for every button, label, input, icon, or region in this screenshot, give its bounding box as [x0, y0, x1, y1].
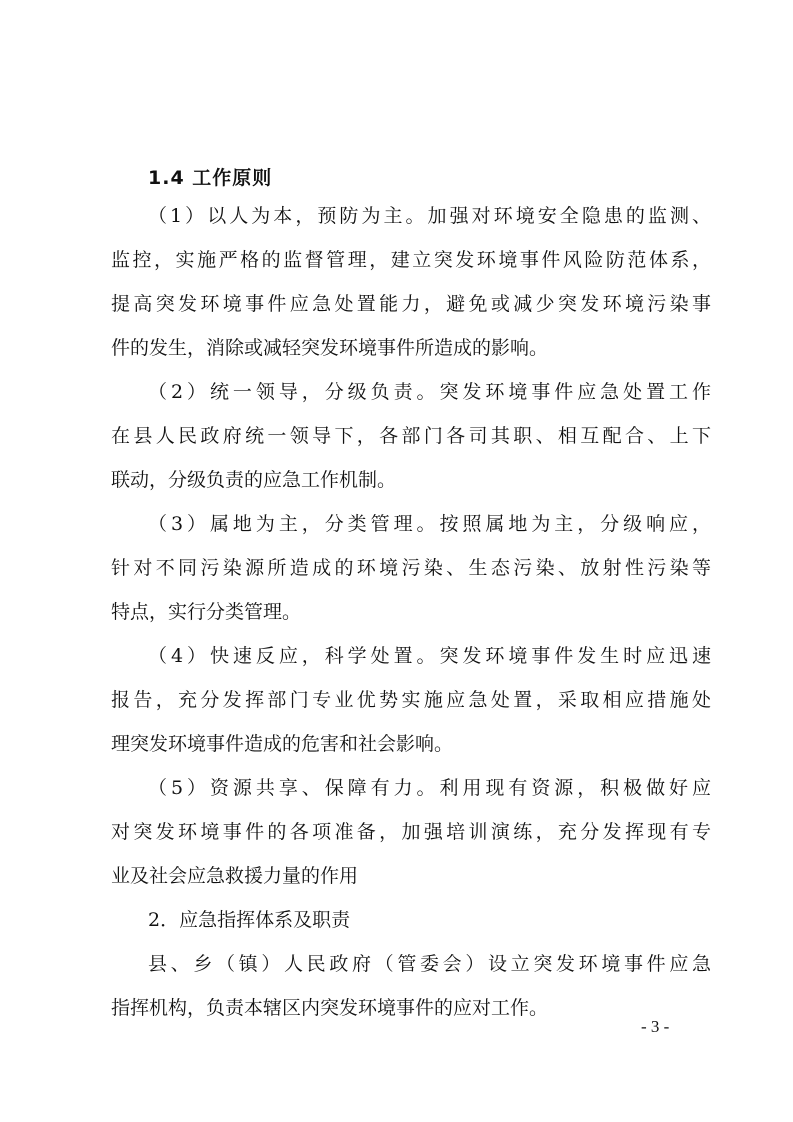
paragraph-line: 报告，充分发挥部门专业优势实施应急处置，采取相应措施处 — [111, 689, 711, 711]
paragraph-line: 针对不同污染源所造成的环境污染、生态污染、放射性污染等 — [111, 557, 711, 579]
paragraph-line: 在县人民政府统一领导下，各部门各司其职、相互配合、上下 — [111, 425, 711, 447]
paragraph-line: 县、乡（镇）人民政府（管委会）设立突发环境事件应急 — [148, 953, 711, 975]
paragraph-line: 特点，实行分类管理。 — [111, 601, 302, 623]
section-heading: 1.4 工作原则 — [148, 167, 273, 189]
paragraph-line: （3）属地为主，分类管理。按照属地为主，分级响应， — [148, 513, 711, 535]
paragraph-line: 提高突发环境事件应急处置能力，避免或减少突发环境污染事 — [111, 293, 711, 315]
paragraph-line: 监控，实施严格的监督管理，建立突发环境事件风险防范体系， — [111, 249, 711, 271]
paragraph-line: 件的发生，消除或减轻突发环境事件所造成的影响。 — [111, 337, 549, 359]
paragraph-line: 指挥机构，负责本辖区内突发环境事件的应对工作。 — [111, 997, 549, 1019]
paragraph-line: 联动，分级负责的应急工作机制。 — [111, 469, 397, 491]
paragraph-line: 理突发环境事件造成的危害和社会影响。 — [111, 733, 454, 755]
paragraph-line: 业及社会应急救援力量的作用 — [111, 865, 359, 887]
paragraph-line: 对突发环境事件的各项准备，加强培训演练，充分发挥现有专 — [111, 821, 711, 843]
paragraph-line: （5）资源共享、保障有力。利用现有资源，积极做好应 — [148, 777, 711, 799]
paragraph-line: （4）快速反应，科学处置。突发环境事件发生时应迅速 — [148, 645, 711, 667]
page-number: - 3 - — [641, 1017, 670, 1036]
paragraph-line: （2）统一领导，分级负责。突发环境事件应急处置工作 — [148, 381, 711, 403]
paragraph-line: （1）以人为本，预防为主。加强对环境安全隐患的监测、 — [148, 205, 711, 227]
section-heading-2: 2．应急指挥体系及职责 — [148, 909, 351, 931]
